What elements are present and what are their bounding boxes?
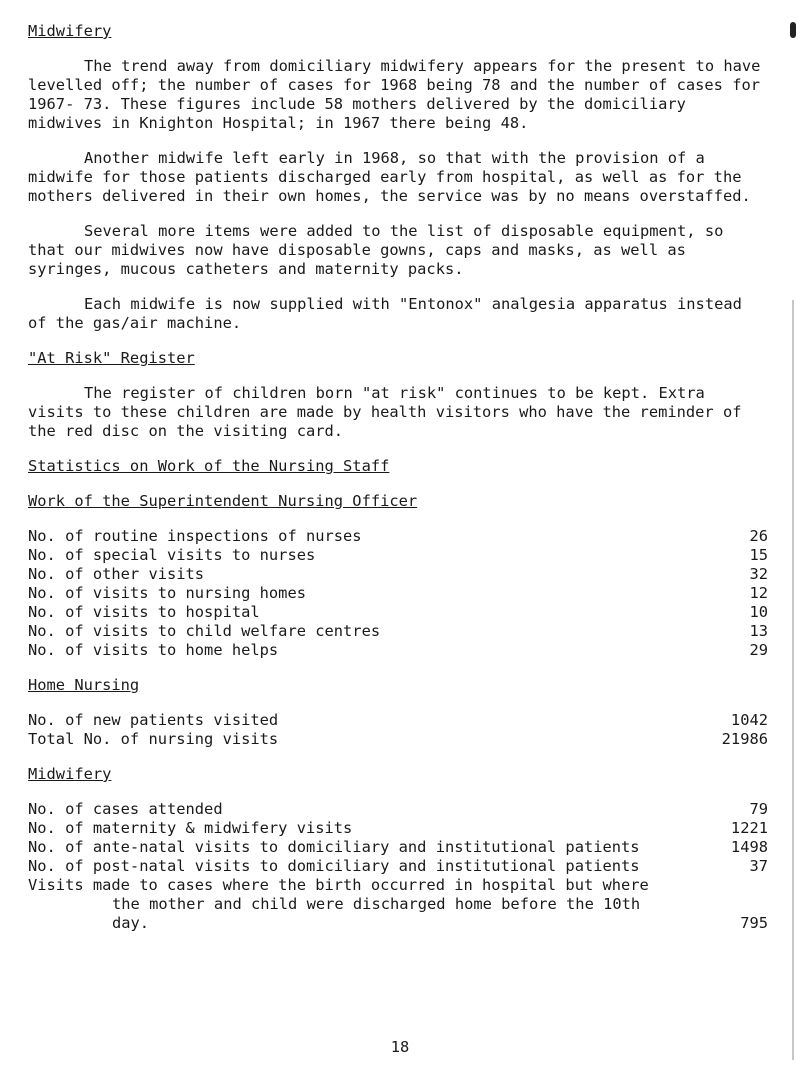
stat-value: 10 [749, 603, 768, 621]
stat-value: 79 [749, 800, 768, 818]
stat-row [28, 838, 768, 857]
at-risk-paragraph: The register of children born "at risk" continues to be kept. Extra visits to these children are made by health visitors who have the reminder of the red disc on the visiting card. [28, 384, 742, 440]
stat-label: No. of visits to nursing homes [28, 584, 306, 602]
stat-value: 1498 [730, 838, 768, 856]
stat-label: No. of other visits [28, 565, 205, 583]
home-nursing-heading: Home Nursing [28, 676, 140, 694]
stat-label: Total No. of nursing visits [28, 730, 279, 748]
stat-row [28, 527, 768, 546]
statistics-heading: Statistics on Work of the Nursing Staff [28, 457, 390, 475]
stat-row [28, 622, 768, 641]
stat-row [28, 876, 768, 933]
stat-value: 15 [749, 546, 768, 564]
stat-label: No. of special visits to nurses [28, 546, 316, 564]
stat-row [28, 819, 768, 838]
stat-label: No. of visits to child welfare centres [28, 622, 381, 640]
stat-label: No. of visits to home helps [28, 641, 279, 659]
midwifery-heading: Midwifery [28, 22, 112, 40]
stat-label: No. of ante-natal visits to domiciliary and institutional patients [28, 838, 640, 856]
midwifery-stats-heading: Midwifery [28, 765, 112, 783]
stat-row [28, 800, 768, 819]
stat-value: 12 [749, 584, 768, 602]
stat-label: No. of cases attended [28, 800, 223, 818]
stat-value: 21986 [721, 730, 768, 748]
midwifery-paragraph-3: Several more items were added to the list of disposable equipment, so that our midwives now have disposable gowns, caps and masks, as well as syringes, mucous catheters and maternity packs. [28, 222, 724, 278]
stat-label: No. of post-natal visits to domiciliary and institutional patients [28, 857, 640, 875]
stat-value: 32 [749, 565, 768, 583]
stat-row [28, 603, 768, 622]
stat-label: No. of visits to hospital [28, 603, 260, 621]
midwifery-paragraph-4: Each midwife is now supplied with "Entonox" analgesia apparatus instead of the gas/air machine. [28, 295, 742, 332]
home-nursing-stats [28, 711, 768, 749]
binding-mark [790, 22, 796, 38]
stat-row [28, 730, 768, 749]
stat-row [28, 584, 768, 603]
stat-label: No. of new patients visited [28, 711, 279, 729]
stat-value: 29 [749, 641, 768, 659]
stat-value: 795 [740, 914, 768, 932]
stat-value: 13 [749, 622, 768, 640]
midwifery-stats [28, 800, 768, 933]
stat-label: Visits made to cases where the birth occurred in hospital but where the mother and child were discharged home before the 10th day. [28, 876, 649, 932]
stat-label: No. of maternity & midwifery visits [28, 819, 353, 837]
superintendent-heading: Work of the Superintendent Nursing Officer [28, 492, 418, 510]
stat-value: 26 [749, 527, 768, 545]
stat-value: 37 [749, 857, 768, 875]
stat-row [28, 641, 768, 660]
document-page [28, 22, 768, 949]
midwifery-paragraph-1: The trend away from domiciliary midwifery appears for the present to have levelled off; the number of cases for 1968 being 78 and the number of cases for 1967- 73. These figures include 58 mothers delivered by the domiciliary midwives in Knighton Hospital; in 1967 there being 48. [28, 57, 761, 132]
stat-value: 1042 [730, 711, 768, 729]
at-risk-heading: "At Risk" Register [28, 349, 195, 367]
stat-value: 1221 [730, 819, 768, 837]
stat-row [28, 857, 768, 876]
superintendent-stats [28, 527, 768, 660]
stat-row [28, 565, 768, 584]
stat-label: No. of routine inspections of nurses [28, 527, 362, 545]
page-edge-divider [792, 300, 794, 1060]
stat-row [28, 711, 768, 730]
stat-row [28, 546, 768, 565]
page-number: 18 [390, 1038, 410, 1056]
midwifery-paragraph-2: Another midwife left early in 1968, so that with the provision of a midwife for those patients discharged early from hospital, as well as for the mothers delivered in their own homes, the service was by no means overstaffed. [28, 149, 751, 205]
